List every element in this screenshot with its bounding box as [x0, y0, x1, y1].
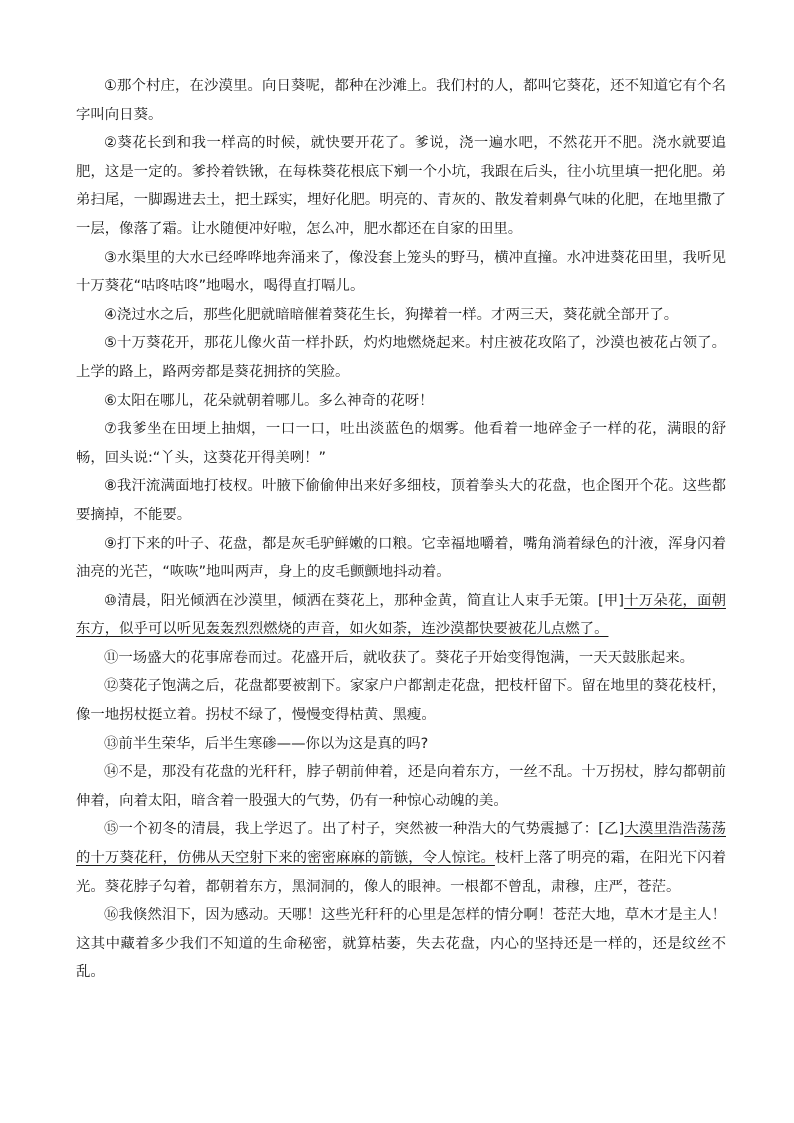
paragraph-5: [76, 329, 726, 386]
paragraph-8: [76, 472, 726, 529]
paragraph-16: [76, 901, 726, 987]
paragraph-7: [76, 415, 726, 472]
paragraph-15: [76, 815, 726, 901]
paragraph-text: ⑨打下来的叶子、花盘，都是灰毛驴鲜嫩的口粮。它幸福地嚼着，嘴角淌着绿色的汁液，浑身闪着油亮的光芒，“咴咴”地叫两声，身上的皮毛颤颤地抖动着。: [76, 535, 726, 581]
paragraph-3: [76, 244, 726, 301]
paragraph-text: ⑦我爹坐在田埂上抽烟，一口一口，吐出淡蓝色的烟雾。他看着一地碎金子一样的花，满眼的舒畅，回头说:“丫头，这葵花开得美咧！”: [76, 421, 726, 466]
paragraph-text: ③水渠里的大水已经哗哗地奔涌来了，像没套上笼头的野马，横冲直撞。水冲进葵花田里，我听见十万葵花“咕咚咕咚”地喝水，喝得直打嗝儿。: [76, 249, 726, 295]
paragraph-text: ⑥太阳在哪儿，花朵就朝着哪儿。多么神奇的花呀！: [104, 392, 434, 409]
paragraph-text: ⑩清晨，阳光倾洒在沙漠里，倾洒在葵花上，那种金黄，简直让人束手无策。[甲]: [104, 592, 624, 609]
paragraph-text: ②葵花长到和我一样高的时候，就快要开花了。爹说，浇一遍水吧，不然花开不肥。浇水就要追肥，这是一定的。爹拎着铁锹，在每株葵花根底下剜一个小坑，我跟在后头，往小坑里填一把化肥。弟弟扫尾，一脚踢进去土，把土踩实，埋好化肥。明亮的、青灰的、散发着刺鼻气味的化肥，在地里撒了一层，像落了霜。让水随便冲好啦，怎么冲，肥水都还在自家的田里。: [76, 135, 726, 237]
paragraph-text: ⑪一场盛大的花事席卷而过。花盛开后，就收获了。葵花子开始变得饱满，一天天鼓胀起来。: [104, 649, 695, 666]
article-body: [76, 72, 726, 987]
paragraph-text: ⑮一个初冬的清晨，我上学迟了。出了村子，突然被一种浩大的气势震撼了：[乙]: [104, 821, 625, 838]
paragraph-14: [76, 758, 726, 815]
paragraph-9: [76, 530, 726, 587]
paragraph-text: ④浇过水之后，那些化肥就暗暗催着葵花生长，狗撵着一样。才两三天，葵花就全部开了。: [104, 306, 679, 323]
paragraph-text: ⑤十万葵花开，那花儿像火苗一样扑跃，灼灼地燃烧起来。村庄被花攻陷了，沙漠也被花占领了。上学的路上，路两旁都是葵花拥挤的笑脸。: [76, 335, 726, 380]
paragraph-text: ⑧我汗流满面地打枝杈。叶腋下偷偷伸出来好多细枝，顶着拳头大的花盘，也企图开个花。这些都要摘掉，不能要。: [76, 478, 726, 523]
paragraph-6: [76, 387, 726, 416]
paragraph-text: ⑫葵花子饱满之后，花盘都要被割下。家家户户都割走花盘，把枝杆留下。留在地里的葵花枝杆，像一地拐杖挺立着。拐杖不绿了，慢慢变得枯黄、黑瘦。: [76, 678, 726, 724]
paragraph-text: ⑭不是，那没有花盘的光秆秆，脖子朝前伸着，还是向着东方，一丝不乱。十万拐杖，脖勾都朝前伸着，向着太阳，暗含着一股强大的气势，仍有一种惊心动魄的美。: [76, 764, 726, 809]
paragraph-11: [76, 644, 726, 673]
paragraph-text: ①那个村庄，在沙漠里。向日葵呢，都种在沙滩上。我们村的人，都叫它葵花，还不知道它有个名字叫向日葵。: [76, 78, 726, 123]
paragraph-text: 枝杆上落了明亮的霜，在阳光下闪着光。葵花脖子勾着，都朝着东方，黑洞洞的，像人的眼神。一根都不曾乱，肃穆，庄严，苍茫。: [76, 850, 726, 895]
paragraph-10: [76, 587, 726, 644]
paragraph-13: [76, 730, 726, 759]
underlined-sentence-yi: 大漠里浩浩荡荡的十万葵花秆，仿佛从天空射下来的密密麻麻的箭镞，令人惊诧。: [76, 821, 726, 867]
paragraph-4: [76, 301, 726, 330]
paragraph-text: ⑯我倏然泪下，因为感动。天哪！这些光秆秆的心里是怎样的情分啊！苍茫大地，草木才是主人！这其中藏着多少我们不知道的生命秘密，就算枯萎，失去花盘，内心的坚持还是一样的，还是纹丝不乱。: [76, 907, 726, 981]
underlined-sentence-jia: 十万朵花，面朝东方，似乎可以听见轰轰烈烈燃烧的声音，如火如荼，连沙漠都快要被花儿点燃了。: [76, 592, 726, 638]
paragraph-1: [76, 72, 726, 129]
paragraph-text: ⑬前半生荣华，后半生寒碜——你以为这是真的吗?: [104, 735, 429, 752]
paragraph-2: [76, 129, 726, 243]
paragraph-12: [76, 672, 726, 729]
